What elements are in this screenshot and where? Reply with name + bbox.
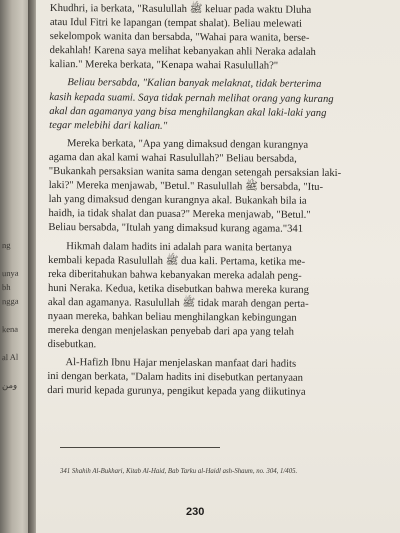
text-line: akal dan agamanya. Rasulullah ﷺ tidak marah dengan perta- [47,296,309,310]
text-line: dari murid kepada gurunya, pengikut kepada yang diikutinya [47,385,306,399]
text-line: reka diberitahukan bahwa kebanyakan mereka adalah peng- [48,268,302,282]
text-line: kalian." Mereka berkata, "Kenapa wahai Rasulullah?" [49,59,279,72]
left-page-fragment: ng [2,239,11,251]
paragraph-p2 [49,76,387,135]
paragraph-p3 [48,137,387,238]
left-page-fragment: ngga [2,295,19,307]
text-line: Beliau bersabda, "Itulah yang dimaksud kurang agama."341 [48,222,304,236]
text-line: Hikmah dalam hadits ini adalah para wanita bertanya [66,240,292,254]
left-page-edge [0,0,30,533]
left-page-fragment: bh [2,281,11,293]
text-line: huni Neraka. Kedua, ketika disebutkan bahwa mereka kurang [47,282,309,296]
text-line: agama dan akal kami wahai Rasulullah?" Beliau bersabda, [48,151,297,165]
footnote: 341 Shahih Al-Bukhari, Kitab Al-Haid, Bab Tarku al-Haidl ash-Shaum, no. 304, 1/405. [60,468,298,475]
text-line: nyaan mereka, bahkan beliau menghilangkan kebingungan [47,310,297,324]
paragraph-p1 [50,2,388,75]
left-page-fragment: kena [2,323,19,335]
text-line: atau Idul Fitri ke lapangan (tempat shalat). Beliau melewati [49,17,302,30]
text-line: Beliau bersabda, "Kalian banyak melaknat, tidak berterima [67,77,322,91]
text-line: "Bukankah persaksian wanita sama dengan setengah persaksian laki- [48,166,342,180]
text-line: mereka dengan menjelaskan penyebab dari apa yang telah [47,325,294,338]
page-number: 230 [186,506,205,518]
left-page-fragment: ومن [2,379,18,391]
text-line: kembali kepada Rasulullah ﷺ dua kali. Pertama, ketika me- [48,254,306,268]
text-line: kasih kepada suami. Saya tidak pernah melihat orang yang kurang [49,91,334,105]
left-page-fragment: al Al [2,351,19,363]
paragraph-p5 [47,356,385,401]
book-page [36,0,400,533]
text-line: dekahlah! Karena saya melihat kebanyakan ahli Neraka adalah [49,45,316,59]
body-text [47,2,388,405]
left-page-fragment: unya [2,267,19,279]
text-line: sekelompok wanita dan bersabda, "Wahai para wanita, berse- [49,31,310,44]
text-line: Mereka berkata, "Apa yang dimaksud dengan kurangnya [66,137,309,151]
text-line: lah yang dimaksud dengan kurangnya akal. Bukankah bila ia [48,194,307,208]
text-line: haidh, ia tidak shalat dan puasa?" Mereka menjawab, "Betul." [48,208,311,222]
text-line: ini dengan berkata, "Dalam hadits ini disebutkan pertanyaan [47,371,303,385]
paragraph-p4 [48,239,387,354]
text-line: laki?" Mereka menjawab, "Betul." Rasulullah ﷺ bersabda, "Itu- [48,180,324,194]
footnote-rule [60,447,220,448]
text-line: tegar melebihi dari kalian." [49,119,168,132]
text-line: Khudhri, ia berkata, "Rasulullah ﷺ keluar pada waktu Dluha [49,2,312,16]
text-line: disebutkan. [47,339,97,351]
text-line: Al-Hafizh Ibnu Hajar menjelaskan manfaat dari hadits [65,357,297,370]
text-line: akal dan agamanya yang bisa menghilangkan akal laki-laki yang [49,105,327,119]
